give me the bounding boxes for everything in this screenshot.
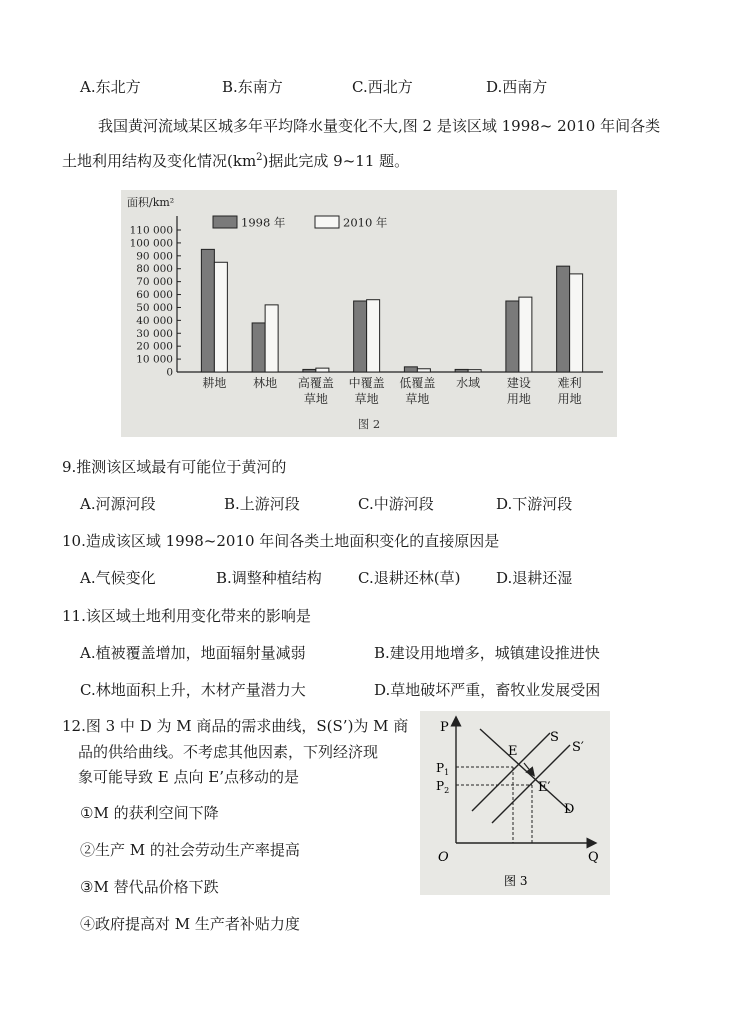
q12-item-4: ④政府提高对 M 生产者补贴力度 xyxy=(80,915,300,933)
q-axis-label: Q xyxy=(588,850,599,865)
q10-option-d: D.退耕还湿 xyxy=(496,569,573,587)
q9-stem: 9.推测该区域最有可能位于黄河的 xyxy=(62,458,287,476)
bar-2010 xyxy=(316,368,329,372)
q12-stem-line-1: 12.图 3 中 D 为 M 商品的需求曲线，S(S’)为 M 商 xyxy=(62,717,409,735)
intro-line-1: 我国黄河流域某区城多年平均降水量变化不大,图 2 是该区域 1998~ 2010 年间各类 xyxy=(98,117,661,135)
intro-line-2-b: )据此完成 9~11 题。 xyxy=(262,152,410,170)
bar-2010 xyxy=(468,370,481,372)
q12-stem-line-3: 象可能导致 E 点向 E’点移动的是 xyxy=(78,768,299,786)
y-tick-label: 30 000 xyxy=(136,327,173,340)
legend-swatch xyxy=(315,216,339,228)
x-category-label: 建设 xyxy=(506,376,531,390)
intro-line-2-a: 土地利用结构及变化情况(km xyxy=(62,152,257,170)
intro-line-2 xyxy=(62,150,409,171)
q12-item-2: ②生产 M 的社会劳动生产率提高 xyxy=(80,841,300,859)
intro-unit-sup: 2 xyxy=(256,152,263,163)
x-category-label: 用地 xyxy=(557,392,582,406)
bar-1998 xyxy=(201,249,214,372)
q9-option-b: B.上游河段 xyxy=(224,495,300,513)
y-tick-label: 10 000 xyxy=(136,353,173,366)
figure-2 xyxy=(121,190,617,437)
y-tick-label: 100 000 xyxy=(129,237,173,250)
q11-option-b: B.建设用地增多，城镇建设推进快 xyxy=(374,644,600,662)
figure-3-supply-demand xyxy=(420,711,610,895)
point-e-prime-label: E′ xyxy=(538,780,551,795)
bar-2010 xyxy=(367,300,380,372)
q10-stem: 10.造成该区域 1998~2010 年间各类土地面积变化的直接原因是 xyxy=(62,532,500,550)
y-tick-label: 70 000 xyxy=(136,276,173,289)
x-category-label: 草地 xyxy=(354,392,379,406)
q9-option-c: C.中游河段 xyxy=(358,495,434,513)
q10-option-c: C.退耕还林(草) xyxy=(358,569,461,587)
bar-1998 xyxy=(506,301,519,372)
x-category-label: 难利 xyxy=(557,376,582,390)
x-category-label: 草地 xyxy=(405,392,430,406)
origin-label: O xyxy=(438,850,449,865)
q9-option-d: D.下游河段 xyxy=(496,495,573,513)
y-tick-label: 50 000 xyxy=(136,301,173,314)
supply-curve-s-prime xyxy=(492,745,570,823)
y-tick-label: 80 000 xyxy=(136,263,173,276)
q8-option-d: D.西南方 xyxy=(486,78,548,96)
q11-option-a: A.植被覆盖增加，地面辐射量减弱 xyxy=(80,644,306,662)
movement-arrow-icon xyxy=(524,763,532,773)
x-category-label: 中覆盖 xyxy=(348,376,385,390)
x-category-label: 用地 xyxy=(506,392,531,406)
q12-item-1: ①M 的获利空间下降 xyxy=(80,804,219,822)
bar-1998 xyxy=(404,367,417,372)
q10-option-a: A.气候变化 xyxy=(80,569,156,587)
legend-label: 1998 年 xyxy=(241,215,286,230)
x-category-label: 耕地 xyxy=(202,376,227,390)
y-tick-label: 90 000 xyxy=(136,250,173,263)
bar-2010 xyxy=(265,305,278,372)
figure-3 xyxy=(420,711,610,895)
bar-1998 xyxy=(303,369,316,372)
q11-stem: 11.该区域土地利用变化带来的影响是 xyxy=(62,607,311,625)
q12-stem-line-2: 品的供给曲线。不考虑其他因素，下列经济现 xyxy=(78,743,379,761)
d-label: D xyxy=(564,802,575,817)
bar-1998 xyxy=(354,301,367,372)
p1-label: $P_1$ xyxy=(436,761,450,777)
y-tick-label: 40 000 xyxy=(136,314,173,327)
bar-2010 xyxy=(214,262,227,372)
y-tick-label: 0 xyxy=(166,366,173,379)
bar-1998 xyxy=(557,266,570,372)
x-category-label: 林地 xyxy=(253,376,278,390)
p-axis-label: P xyxy=(440,720,449,735)
y-tick-label: 60 000 xyxy=(136,289,173,302)
q8-option-b: B.东南方 xyxy=(222,78,283,96)
p2-label: $P_2$ xyxy=(436,779,450,795)
y-tick-label: 110 000 xyxy=(129,224,173,237)
q8-option-a: A.东北方 xyxy=(80,78,141,96)
bar-1998 xyxy=(252,323,265,372)
bar-2010 xyxy=(519,297,532,372)
figure-2-chart xyxy=(121,190,617,437)
bar-2010 xyxy=(417,369,430,372)
q9-option-a: A.河源河段 xyxy=(80,495,156,513)
s-prime-label: S′ xyxy=(572,740,584,755)
y-axis-label: 面积/km² xyxy=(127,196,175,209)
s-label: S xyxy=(550,730,559,745)
x-category-label: 低覆盖 xyxy=(399,376,436,390)
figure-2-caption: 图 2 xyxy=(357,417,381,431)
q11-option-d: D.草地破坏严重，畜牧业发展受困 xyxy=(374,681,601,699)
figure-3-caption: 图 3 xyxy=(504,874,528,888)
x-category-label: 水域 xyxy=(456,376,481,390)
q10-option-b: B.调整种植结构 xyxy=(216,569,322,587)
y-tick-label: 20 000 xyxy=(136,340,173,353)
q11-option-c: C.林地面积上升，木材产量潜力大 xyxy=(80,681,306,699)
q12-item-3: ③M 替代品价格下跌 xyxy=(80,878,219,896)
q8-option-c: C.西北方 xyxy=(352,78,413,96)
point-e-label: E xyxy=(508,744,518,759)
x-category-label: 高覆盖 xyxy=(297,376,334,390)
legend-label: 2010 年 xyxy=(343,215,388,230)
bar-2010 xyxy=(570,274,583,372)
x-category-label: 草地 xyxy=(303,392,328,406)
legend-swatch xyxy=(213,216,237,228)
bar-1998 xyxy=(455,369,468,372)
